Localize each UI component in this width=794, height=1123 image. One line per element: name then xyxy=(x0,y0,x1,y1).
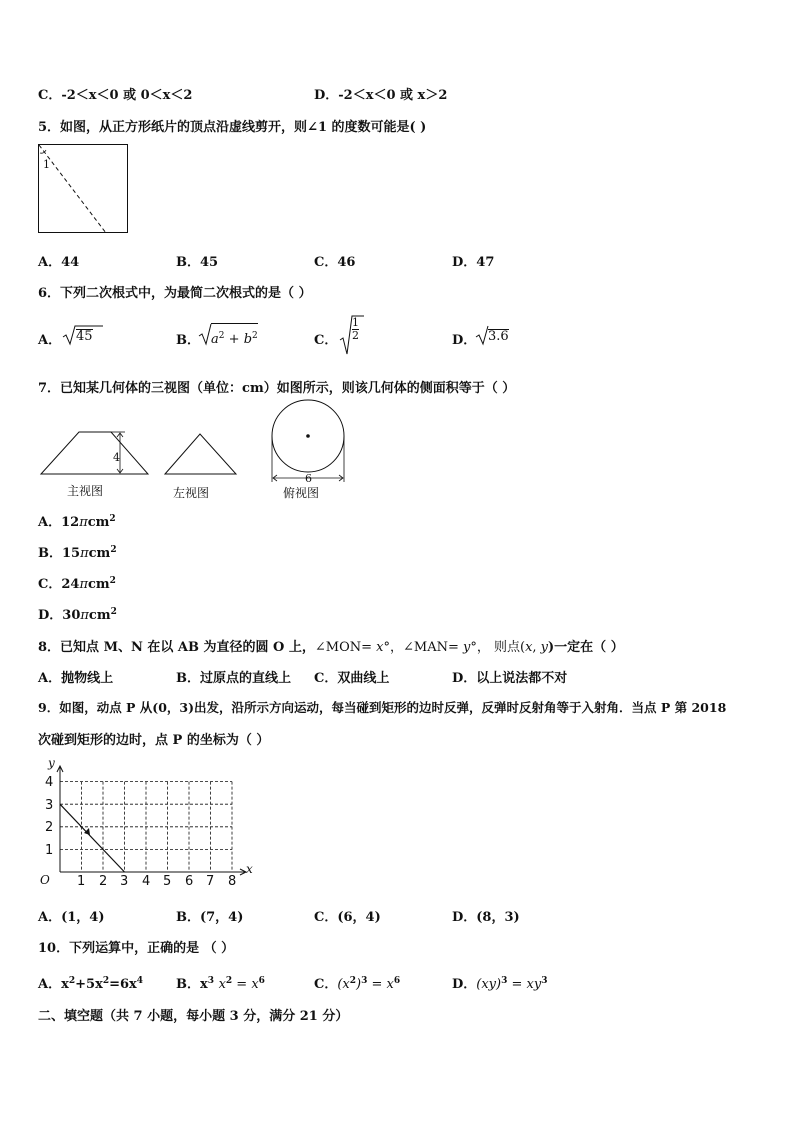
sqrt-sign-a xyxy=(63,325,77,345)
q8-stem-a: 8．已知点 M、N 在以 AB 为直径的圆 O 上， xyxy=(38,640,315,655)
q8-stem-d: °， 则点( xyxy=(470,640,526,655)
exp-a: 2 xyxy=(218,331,225,341)
y-axis-label: y xyxy=(48,756,55,770)
q8-stem-b: ∠MON= xyxy=(314,640,377,655)
q8-option-a: A．抛物线上 xyxy=(38,671,114,686)
q5-square-figure xyxy=(38,144,130,234)
q7-a-letter: A． xyxy=(38,515,62,530)
q10-option-b xyxy=(176,973,265,992)
q7-a-exp: 2 xyxy=(109,514,116,524)
q6-c-fraction xyxy=(352,317,359,342)
q6-option-b xyxy=(176,329,200,348)
q5-option-d: D．47 xyxy=(452,255,495,270)
q10-b-t3: = x xyxy=(232,977,259,992)
x-tick-8: 8 xyxy=(228,874,237,889)
var-b: b xyxy=(243,332,253,347)
q10-c-t3: = x xyxy=(367,977,394,992)
q10-option-a xyxy=(38,973,143,992)
var-x: x xyxy=(376,640,384,655)
q8-stem xyxy=(38,636,624,655)
direction-arrow xyxy=(84,828,90,835)
q8-option-c: C．双曲线上 xyxy=(314,671,390,686)
q9-option-d: D．(8，3) xyxy=(452,910,520,925)
q10-option-c xyxy=(314,973,400,992)
q10-b-e2: 2 xyxy=(225,976,233,986)
x-tick-6: 6 xyxy=(185,874,194,889)
q10-d-e1: 3 xyxy=(501,976,508,986)
q9-grid-figure xyxy=(36,760,266,890)
q7-c-value: 24 xyxy=(61,577,80,592)
y-tick-2: 2 xyxy=(45,820,54,835)
dashed-grid xyxy=(60,782,232,872)
pi-symbol: π xyxy=(79,515,88,530)
q7-b-unit: cm xyxy=(88,546,111,561)
q7-c-exp: 2 xyxy=(109,576,116,586)
side-view xyxy=(165,434,236,474)
x-tick-3: 3 xyxy=(120,874,129,889)
q7-b-value: 15 xyxy=(62,546,81,561)
x-tick-5: 5 xyxy=(163,874,172,889)
q9-option-b: B．(7，4) xyxy=(176,910,244,925)
q10-option-d xyxy=(452,973,547,992)
q8-stem-c: °，∠MAN= xyxy=(383,640,463,655)
width-label: 6 xyxy=(305,472,312,485)
q7-a-value: 12 xyxy=(61,515,80,530)
q10-d-t1: (xy) xyxy=(476,977,502,992)
var-y: y xyxy=(462,640,471,655)
q7-b-exp: 2 xyxy=(110,545,117,555)
q8-stem-e: , xyxy=(532,640,541,655)
front-view-label: 主视图 xyxy=(67,484,104,498)
q7-c-unit: cm xyxy=(88,577,110,592)
var-a: a xyxy=(211,332,219,347)
frac-denominator: 2 xyxy=(352,329,359,342)
side-view-label: 左视图 xyxy=(173,486,210,500)
q4-option-c: C．-2＜x＜0 或 0＜x＜2 xyxy=(38,88,193,103)
q5-option-c: C．46 xyxy=(314,255,356,270)
q6-option-a xyxy=(38,329,61,348)
y-tick-3: 3 xyxy=(45,798,54,813)
q10-d-label: D． xyxy=(452,977,477,992)
q6-d-radicand: 3.6 xyxy=(488,329,509,344)
q10-c-e3: 6 xyxy=(393,976,401,986)
frac-numerator: 1 xyxy=(352,316,359,329)
x-tick-4: 4 xyxy=(142,874,151,889)
q10-a-label: A． xyxy=(38,977,62,992)
q7-option-c xyxy=(38,573,116,592)
exp-b: 2 xyxy=(252,331,258,341)
q9-option-c: C．(6，4) xyxy=(314,910,381,925)
q7-d-value: 30 xyxy=(62,608,81,623)
x-tick-7: 7 xyxy=(206,874,215,889)
q10-c-t2: ) xyxy=(356,977,362,992)
pi-symbol: π xyxy=(79,577,88,592)
q9-stem-line1: 9．如图，动点 P 从(0，3)出发，沿所示方向运动，每当碰到矩形的边时反弹，反弹时反射角等于入射角．当点 P 第 2018 xyxy=(38,700,727,715)
front-view xyxy=(41,432,148,474)
q10-a-e1: 2 xyxy=(68,976,76,986)
q6-option-d xyxy=(452,329,476,348)
q8-option-d: D．以上说法都不对 xyxy=(452,671,568,686)
q10-a-e3: 4 xyxy=(136,976,144,986)
var-x-2: x xyxy=(525,640,533,655)
q10-b-label: B． xyxy=(176,977,200,992)
y-tick-1: 1 xyxy=(45,843,54,858)
q6-d-label: D． xyxy=(452,333,477,348)
q10-d-e2: 3 xyxy=(541,976,548,986)
q6-b-radicand xyxy=(211,323,258,347)
q7-d-exp: 2 xyxy=(110,607,117,617)
x-axis-label: x xyxy=(246,862,253,876)
q7-option-a xyxy=(38,511,116,530)
top-view-label: 俯视图 xyxy=(283,486,320,500)
q10-b-t1: x xyxy=(200,977,208,992)
q7-stem: 7．已知某几何体的三视图（单位：cm）如图所示，则该几何体的侧面积等于（ ） xyxy=(38,381,516,396)
q5-option-a: A．44 xyxy=(38,255,80,270)
q10-c-e1: 2 xyxy=(349,976,357,986)
q6-b-label: B． xyxy=(176,333,200,348)
q6-a-radicand: 45 xyxy=(76,329,93,344)
q7-d-unit: cm xyxy=(88,608,111,623)
q10-c-t1: (x xyxy=(337,977,350,992)
q7-option-b xyxy=(38,542,117,561)
q6-c-label: C． xyxy=(314,333,338,348)
origin-label: O xyxy=(40,873,50,887)
q5-option-b: B．45 xyxy=(176,255,219,270)
q10-d-t2: = xy xyxy=(507,977,542,992)
q6-stem: 6．下列二次根式中，为最简二次根式的是（ ） xyxy=(38,286,312,301)
q8-option-b: B．过原点的直线上 xyxy=(176,671,291,686)
x-tick-1: 1 xyxy=(77,874,86,889)
q10-a-t1: x xyxy=(61,977,69,992)
q4-option-d: D．-2＜x＜0 或 x＞2 xyxy=(314,88,448,103)
angle-1-label: 1 xyxy=(43,158,50,171)
q8-stem-f: )一定在（ ） xyxy=(548,640,624,655)
pi-symbol: π xyxy=(80,608,89,623)
square-paper xyxy=(39,145,128,233)
q6-option-c xyxy=(314,329,337,348)
q10-c-label: C． xyxy=(314,977,338,992)
pi-symbol: π xyxy=(80,546,89,561)
q6-a-label: A． xyxy=(38,333,62,348)
q7-option-d xyxy=(38,604,117,623)
q10-b-e1: 3 xyxy=(207,976,215,986)
q10-c-e2: 3 xyxy=(361,976,368,986)
plus-sign: + xyxy=(228,332,240,347)
q9-option-a: A．(1，4) xyxy=(38,910,105,925)
q10-a-e2: 2 xyxy=(102,976,110,986)
var-y-2: y xyxy=(540,640,549,655)
q10-a-t3: =6x xyxy=(109,977,137,992)
q7-b-letter: B． xyxy=(38,546,62,561)
q5-stem: 5．如图，从正方形纸片的顶点沿虚线剪开，则∠1 的度数可能是( ) xyxy=(38,120,427,135)
q7-d-letter: D． xyxy=(38,608,63,623)
motion-path xyxy=(60,804,125,872)
q10-stem: 10．下列运算中，正确的是 （ ） xyxy=(38,941,235,956)
y-tick-4: 4 xyxy=(45,775,54,790)
q9-stem-line2: 次碰到矩形的边时，点 P 的坐标为（ ） xyxy=(38,733,270,748)
top-view xyxy=(272,400,344,482)
q10-b-t2: x xyxy=(218,977,226,992)
section-2-heading: 二、填空题（共 7 小题，每小题 3 分，满分 21 分） xyxy=(38,1009,349,1024)
q10-a-t2: +5x xyxy=(75,977,103,992)
q10-b-e3: 6 xyxy=(258,976,265,986)
q7-c-letter: C． xyxy=(38,577,62,592)
q7-a-unit: cm xyxy=(87,515,110,530)
height-label: 4 xyxy=(113,451,120,464)
x-tick-2: 2 xyxy=(99,874,108,889)
